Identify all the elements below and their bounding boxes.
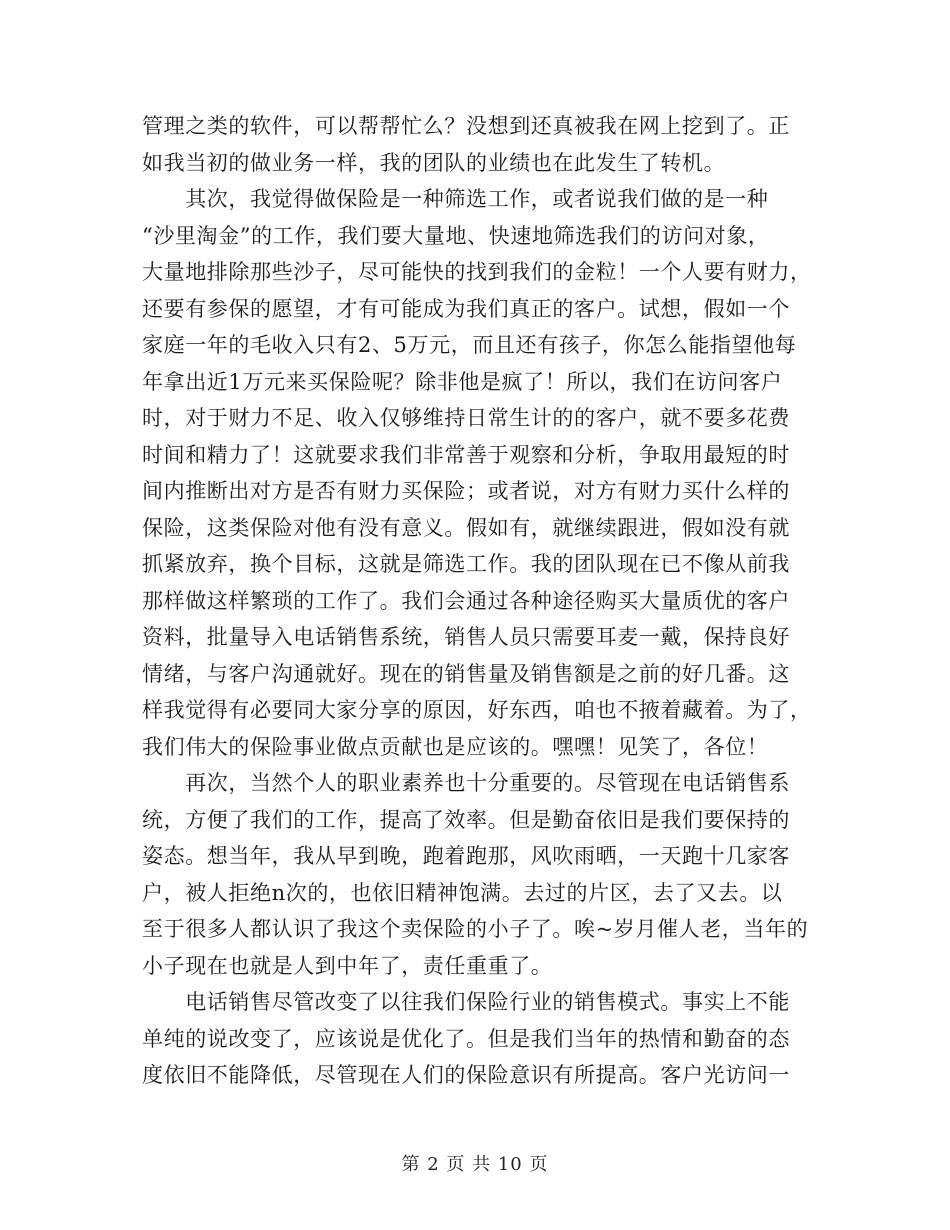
text-line: 电话销售尽管改变了以往我们保险行业的销售模式。事实上不能 [142,990,790,1014]
text-line: 样我觉得有必要同大家分享的原因，好东西，咱也不掖着藏着。为了， [142,698,812,722]
text-line: 单纯的说改变了，应该说是优化了。但是我们当年的热情和勤奋的态 [142,1026,790,1051]
text-line: 间内推断出对方是否有财力买保险；或者说，对方有财力买什么样的 [142,479,790,503]
text-line: 时，对于财力不足、收入仅够维持日常生计的的客户，就不要多花费 [142,406,790,430]
text-line: 家庭一年的毛收入只有2、5万元，而且还有孩子，你怎么能指望他每 [142,333,797,357]
text-line: 小子现在也就是人到中年了，责任重重了。 [142,953,553,978]
text-line: 统，方便了我们的工作，提高了效率。但是勤奋依旧是我们要保持的 [142,807,790,832]
text-line: 资料，批量导入电话销售系统，销售人员只需要耳麦一戴，保持良好 [142,625,790,649]
text-line: 如我当初的做业务一样，我的团队的业绩也在此发生了转机。 [142,150,726,175]
text-line: 我们伟大的保险事业做点贡献也是应该的。嘿嘿！见笑了，各位！ [142,734,769,759]
text-line: 其次，我觉得做保险是一种筛选工作，或者说我们做的是一种 [142,187,769,211]
text-line: 管理之类的软件，可以帮帮忙么？没想到还真被我在网上挖到了。正 [142,114,790,138]
page-footer: 第 2 页 共 10 页 [401,1154,549,1175]
text-line: 情绪，与客户沟通就好。现在的销售量及销售额是之前的好几番。这 [142,661,790,686]
text-line: 保险，这类保险对他有没有意义。假如有，就继续跟进，假如没有就 [142,515,790,540]
body-text [142,108,812,1094]
text-line: 时间和精力了！这就要求我们非常善于观察和分析，争取用最短的时 [142,442,790,467]
text-line: 度依旧不能降低，尽管现在人们的保险意识有所提高。客户光访问一 [142,1063,790,1087]
text-line: 大量地排除那些沙子，尽可能快的找到我们的金粒！一个人要有财力， [142,260,812,284]
text-line: 那样做这样繁琐的工作了。我们会通过各种途径购买大量质优的客户 [142,588,790,613]
text-line: 户，被人拒绝n次的，也依旧精神饱满。去过的片区，去了又去。以 [142,880,783,905]
text-line: “沙里淘金”的工作，我们要大量地、快速地筛选我们的访问对象， [142,223,770,248]
text-line: 再次，当然个人的职业素养也十分重要的。尽管现在电话销售系 [142,771,790,795]
text-line: 抓紧放弃，换个目标，这就是筛选工作。我的团队现在已不像从前我 [142,552,790,576]
text-line: 姿态。想当年，我从早到晚，跑着跑那，风吹雨晒，一天跑十几家客 [142,844,790,868]
text-line: 至于很多人都认识了我这个卖保险的小子了。唉~岁月催人老，当年的 [142,917,809,941]
text-line: 年拿出近1万元来买保险呢？除非他是疯了！所以，我们在访问客户 [142,369,783,394]
text-line: 还要有参保的愿望，才有可能成为我们真正的客户。试想，假如一个 [142,296,790,321]
